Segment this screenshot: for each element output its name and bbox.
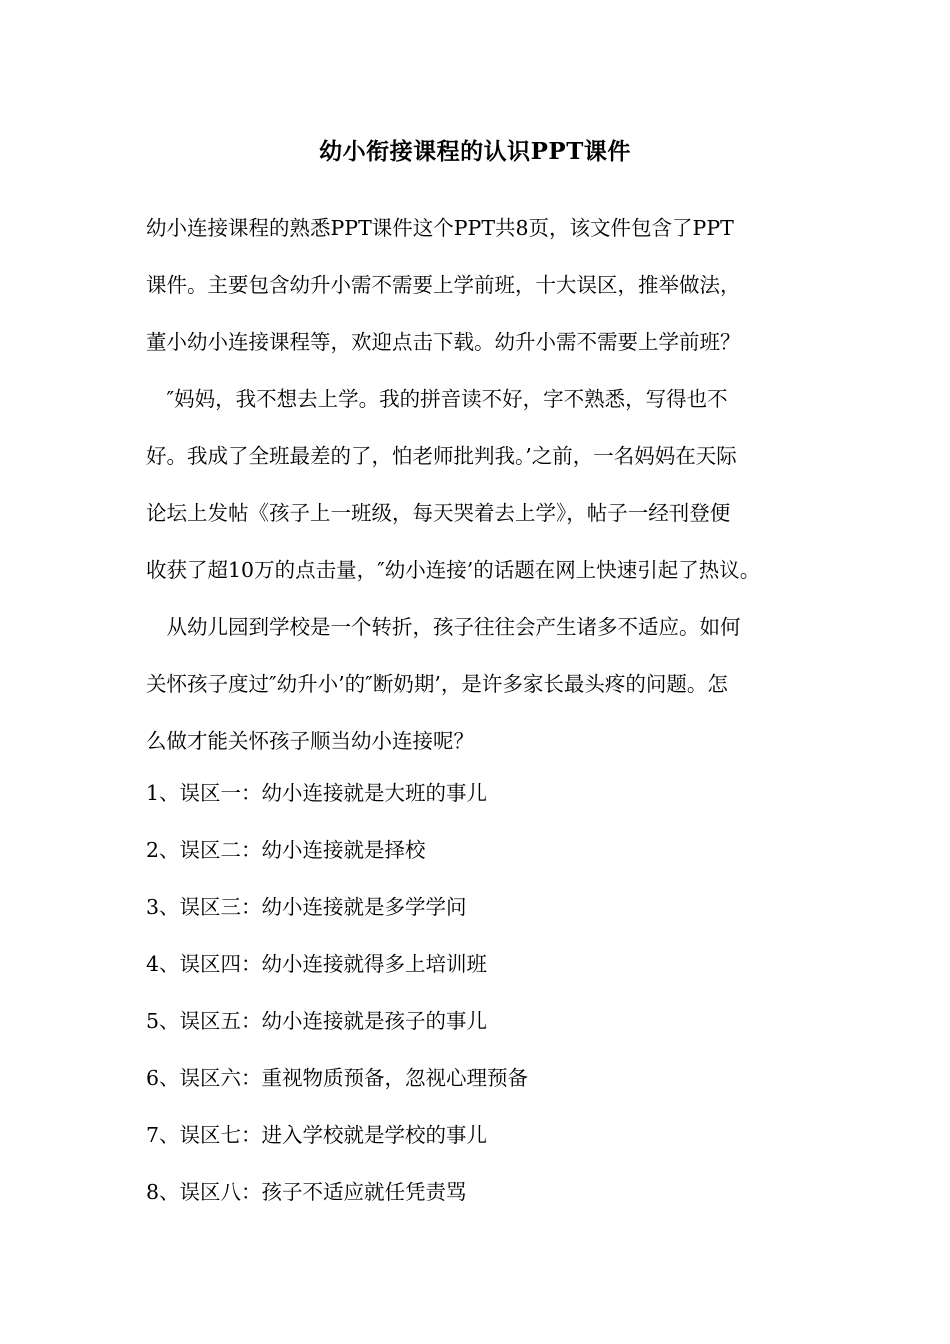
- paragraph-3-line: 从幼儿园到学校是一个转折，孩子往往会产生诸多不适应。如何: [146, 615, 741, 639]
- document-title: 幼小衔接课程的认识PPT课件: [319, 138, 631, 165]
- paragraph-3-line: 么做才能关怀孩子顺当幼小连接呢？: [146, 729, 474, 753]
- list-item: 1、误区一：幼小连接就是大班的事儿: [146, 781, 488, 805]
- list-item: 4、误区四：幼小连接就得多上培训班: [146, 952, 488, 976]
- paragraph-2-line: ″妈妈，我不想去上学。我的拼音读不好，字不熟悉，写得也不: [146, 387, 728, 411]
- paragraph-3-line: 关怀孩子度过″幼升小’的″断奶期’，是许多家长最头疼的问题。怎: [146, 672, 728, 696]
- document-body: [146, 200, 816, 770]
- paragraph-2-line: 好。我成了全班最差的了，怕老师批判我。’之前，一名妈妈在天际: [146, 444, 737, 468]
- list-item: 3、误区三：幼小连接就是多学学问: [146, 895, 467, 919]
- paragraph-1-line: 幼小连接课程的熟悉PPT课件这个PPT共8页，该文件包含了PPT: [146, 216, 734, 240]
- paragraph-2-line: 收获了超10万的点击量，″幼小连接’的话题在网上快速引起了热议。: [146, 558, 761, 582]
- paragraph-2-line: 论坛上发帖《孩子上一班级，每天哭着去上学》，帖子一经刊登便: [146, 501, 731, 525]
- list-item: 5、误区五：幼小连接就是孩子的事儿: [146, 1009, 488, 1033]
- list-item: 7、误区七：进入学校就是学校的事儿: [146, 1123, 488, 1147]
- paragraph-1-line: 董小幼小连接课程等，欢迎点击下载。幼升小需不需要上学前班？: [146, 330, 741, 354]
- misconception-list: [146, 765, 816, 1221]
- list-item: 2、误区二：幼小连接就是择校: [146, 838, 426, 862]
- list-item: 8、误区八：孩子不适应就任凭责骂: [146, 1180, 467, 1204]
- paragraph-1-line: 课件。主要包含幼升小需不需要上学前班，十大误区，推举做法，: [146, 273, 741, 297]
- list-item: 6、误区六：重视物质预备，忽视心理预备: [146, 1066, 529, 1090]
